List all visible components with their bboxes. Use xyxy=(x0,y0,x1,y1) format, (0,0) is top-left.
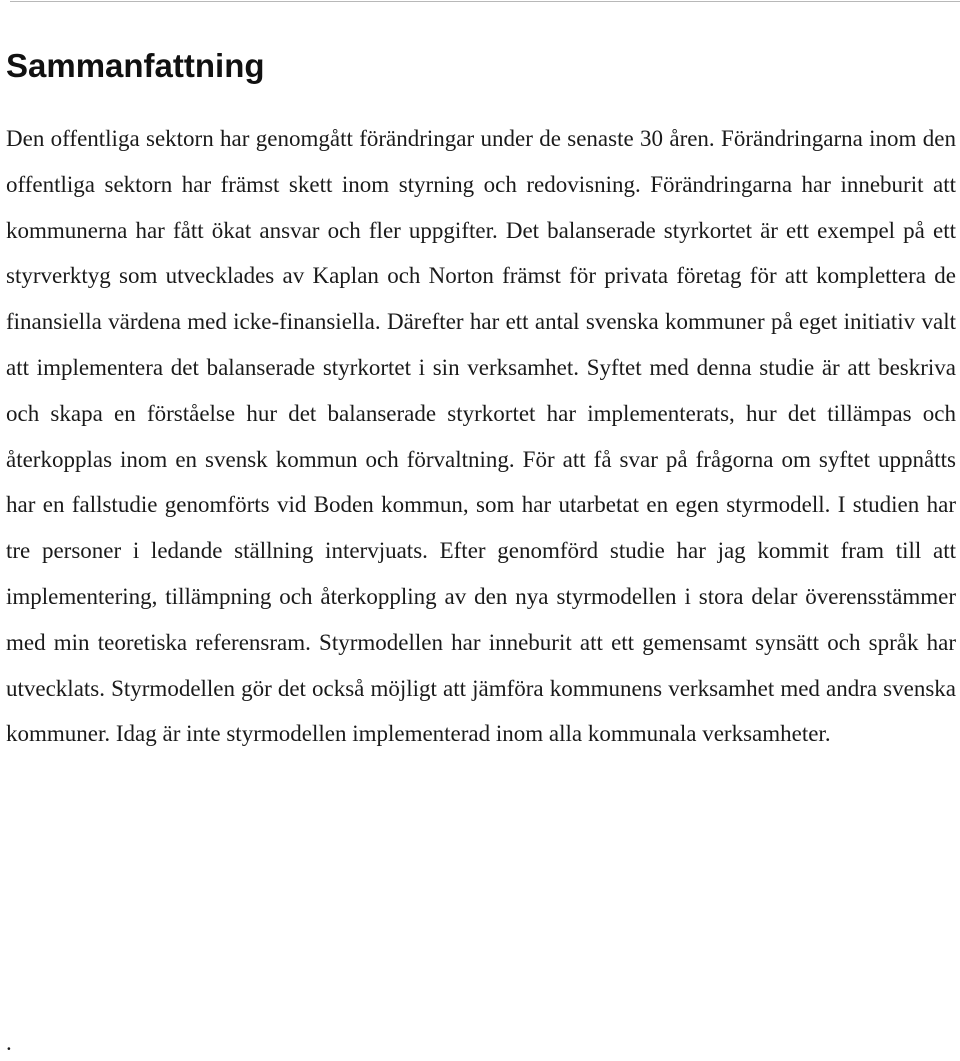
page-title: Sammanfattning xyxy=(6,47,265,84)
summary-paragraph: Den offentliga sektorn har genomgått förändringar under de senaste 30 åren. Förändringarna inom den offentliga sektorn har främst skett inom styrning och redovisning. Förändringarna har inneburit att kommunerna har fått ökat ansvar och fler uppgifter. Det balanserade styrkortet är ett exempel på ett styrverktyg som utvecklades av Kaplan och Norton främst för privata företag för att komplettera de finansiella värdena med icke-finansiella. Därefter har ett antal svenska kommuner på eget initiativ valt att implementera det balanserade styrkortet i sin verksamhet. Syftet med denna studie är att beskriva och skapa en förståelse hur det balanserade styrkortet har implementerats, hur det tillämpas och återkopplas inom en svensk kommun och förvaltning. För att få svar på frågorna om syftet uppnåtts har en fallstudie genomförts vid Boden kommun, som har utarbetat en egen styrmodell. I studien har tre personer i ledande ställning intervjuats. Efter genomförd studie har jag kommit fram till att implementering, tillämpning och återkoppling av den nya styrmodellen i stora delar överensstämmer med min teoretiska referensram. Styrmodellen har inneburit att ett gemensamt synsätt och språk har utvecklats. Styrmodellen gör det också möjligt att jämföra kommunens verksamhet med andra svenska kommuner. Idag är inte styrmodellen implementerad inom alla kommunala verksamheter. xyxy=(6,126,956,747)
footer-mark: . xyxy=(6,1030,12,1055)
top-divider xyxy=(10,1,960,2)
